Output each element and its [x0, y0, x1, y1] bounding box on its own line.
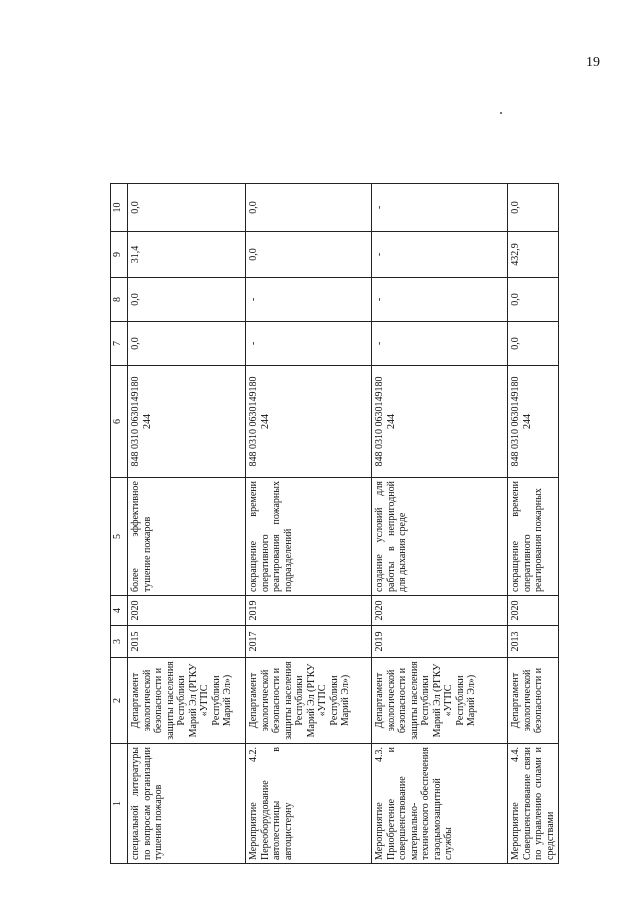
- column-number-row: [111, 184, 128, 864]
- measure-name: специальной литературы по вопросам организации тушения пожаров: [128, 744, 246, 864]
- budget-code: 848 0310 0630149180 244: [508, 366, 559, 478]
- executor: Департамент экологической безопасности и: [508, 658, 559, 744]
- measure-name: Мероприятие 4.3. Приобретение и совершенствование материально-технического обеспечения газодымозащитной службы: [372, 744, 508, 864]
- table-row: [128, 184, 246, 864]
- value-col-7: 0,0: [128, 322, 246, 366]
- value-col-8: 0,0: [508, 278, 559, 322]
- col-header-8: 8: [111, 278, 128, 322]
- start-year: 2019: [372, 626, 508, 658]
- expected-result: сокращение времени оперативного реагирования пожарных: [508, 478, 559, 596]
- end-year: 2020: [128, 596, 246, 626]
- executor: Департамент экологической безопасности и защиты населения Республики Марий Эл (РГКУ «УГПС Республики Марий Эл»): [128, 658, 246, 744]
- table-row: [372, 184, 508, 864]
- value-col-9: 0,0: [246, 232, 372, 278]
- scan-speck: [500, 112, 502, 114]
- expected-result: более эффективное тушение пожаров: [128, 478, 246, 596]
- table-row: [508, 184, 559, 864]
- start-year: 2017: [246, 626, 372, 658]
- start-year: 2013: [508, 626, 559, 658]
- end-year: 2019: [246, 596, 372, 626]
- end-year: 2020: [508, 596, 559, 626]
- expected-result: создание условий для работы в непригодной для дыхания среде: [372, 478, 508, 596]
- rotated-table-container: [110, 184, 556, 864]
- col-header-1: 1: [111, 744, 128, 864]
- executor: Департамент экологической безопасности и защиты населения Республики Марий Эл (РГКУ «УГПС Республики Марий Эл»): [372, 658, 508, 744]
- value-col-10: 0,0: [508, 184, 559, 232]
- value-col-10: 0,0: [246, 184, 372, 232]
- col-header-9: 9: [111, 232, 128, 278]
- value-col-7: 0,0: [508, 322, 559, 366]
- measure-name: Мероприятие 4.2. Переоборудование автолестницы в автоцистерну: [246, 744, 372, 864]
- col-header-10: 10: [111, 184, 128, 232]
- page-number: 19: [586, 55, 600, 70]
- end-year: 2020: [372, 596, 508, 626]
- value-col-8: 0,0: [128, 278, 246, 322]
- budget-code: 848 0310 0630149180 244: [128, 366, 246, 478]
- value-col-10: 0,0: [128, 184, 246, 232]
- value-col-8: -: [372, 278, 508, 322]
- budget-code: 848 0310 0630149180 244: [372, 366, 508, 478]
- expected-result: сокращение времени оперативного реагирования пожарных подразделений: [246, 478, 372, 596]
- value-col-7: -: [372, 322, 508, 366]
- budget-code: 848 0310 0630149180 244: [246, 366, 372, 478]
- value-col-9: 31,4: [128, 232, 246, 278]
- table-row: [246, 184, 372, 864]
- value-col-9: 432,9: [508, 232, 559, 278]
- executor: Департамент экологической безопасности и защиты населения Республики Марий Эл (РГКУ «УГПС Республики Марий Эл»): [246, 658, 372, 744]
- value-col-7: -: [246, 322, 372, 366]
- value-col-10: -: [372, 184, 508, 232]
- value-col-9: -: [372, 232, 508, 278]
- col-header-5: 5: [111, 478, 128, 596]
- start-year: 2015: [128, 626, 246, 658]
- col-header-6: 6: [111, 366, 128, 478]
- col-header-3: 3: [111, 626, 128, 658]
- col-header-7: 7: [111, 322, 128, 366]
- program-measures-table: [110, 183, 559, 864]
- value-col-8: -: [246, 278, 372, 322]
- col-header-4: 4: [111, 596, 128, 626]
- col-header-2: 2: [111, 658, 128, 744]
- measure-name: Мероприятие 4.4. Совершенствование связи по управлению силами и средствами: [508, 744, 559, 864]
